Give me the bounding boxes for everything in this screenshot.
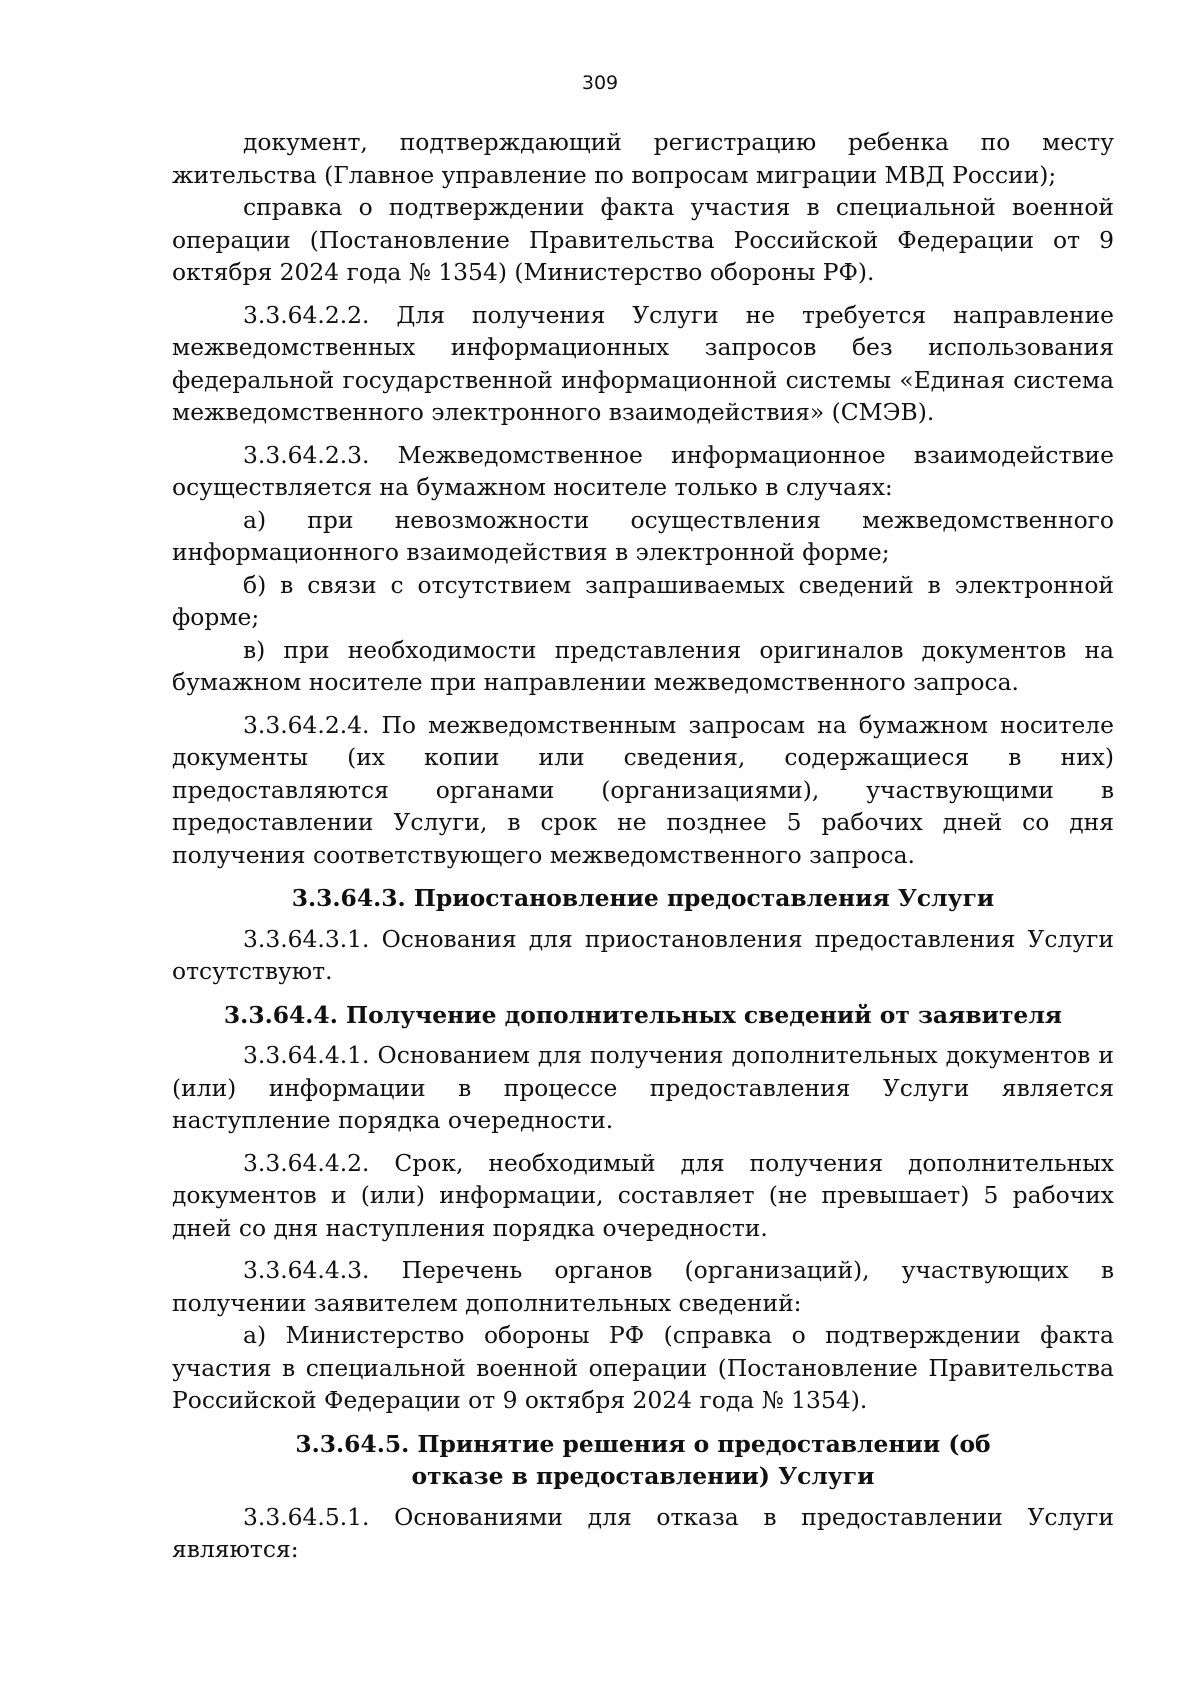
- paragraph-3-3-64-4-3: 3.3.64.4.3. Перечень органов (организаций), участвующих в получении заявителем дополнительных сведений:: [172, 1256, 1114, 1317]
- section-heading-3-3-64-3: 3.3.64.3. Приостановление предоставления Услуги: [291, 884, 995, 912]
- paragraph-3-3-64-2-3: 3.3.64.2.3. Межведомственное информационное взаимодействие осуществляется на бумажном носителе только в случаях:: [172, 440, 1114, 501]
- paragraph-3-3-64-2-4: 3.3.64.2.4. По межведомственным запросам на бумажном носителе документы (их копии или сведения, содержащиеся в них) предоставляются органами (организациями), участвующими в предоставлении Услуги, в срок не позднее 5 рабочих дней со дня получения соответствующего межведомственного запроса.: [172, 710, 1114, 869]
- paragraph-3-3-64-5-1: 3.3.64.5.1. Основаниями для отказа в предоставлении Услуги являются:: [172, 1502, 1114, 1563]
- section-heading-3-3-64-4: 3.3.64.4. Получение дополнительных сведений от заявителя: [223, 1000, 1063, 1029]
- paragraph-3-3-64-4-2: 3.3.64.4.2. Срок, необходимый для получения дополнительных документов и (или) информации, составляет (не превышает) 5 рабочих дней со дня наступления порядка очередности.: [172, 1148, 1114, 1242]
- list-item-v-originals-required: в) при необходимости представления оригиналов документов на бумажном носителе при направлении межведомственного запроса.: [172, 635, 1114, 696]
- list-item-b-no-electronic-data: б) в связи с отсутствием запрашиваемых сведений в электронной форме;: [172, 570, 1114, 631]
- paragraph-3-3-64-4-1: 3.3.64.4.1. Основанием для получения дополнительных документов и (или) информации в процессе предоставления Услуги является наступление порядка очередности.: [172, 1041, 1114, 1134]
- paragraph-3-3-64-2-2: 3.3.64.2.2. Для получения Услуги не требуется направление межведомственных информационных запросов без использования федеральной государственной информационной системы «Единая система межведомственного электронного взаимодействия» (СМЭВ).: [172, 300, 1114, 426]
- document-body: [172, 126, 1114, 1566]
- section-heading-3-3-64-5: 3.3.64.5. Принятие решения о предоставлении (об отказе в предоставлении) Услуги: [295, 1429, 991, 1490]
- paragraph-svo-participation-certificate: справка о подтверждении факта участия в специальной военной операции (Постановление Правительства Российской Федерации от 9 октября 2024 года № 1354) (Министерство обороны РФ).: [172, 193, 1114, 286]
- list-item-a-electronic-impossible: а) при невозможности осуществления межведомственного информационного взаимодействия в электронной форме;: [172, 505, 1114, 566]
- paragraph-child-registration-document: документ, подтверждающий регистрацию ребенка по месту жительства (Главное управление по вопросам миграции МВД России);: [172, 128, 1114, 189]
- list-item-a-ministry-of-defence: а) Министерство обороны РФ (справка о подтверждении факта участия в специальной военной операции (Постановление Правительства Российской Федерации от 9 октября 2024 года № 1354).: [172, 1321, 1114, 1414]
- page-number: 309: [581, 72, 619, 94]
- paragraph-3-3-64-3-1: 3.3.64.3.1. Основания для приостановления предоставления Услуги отсутствуют.: [172, 924, 1114, 985]
